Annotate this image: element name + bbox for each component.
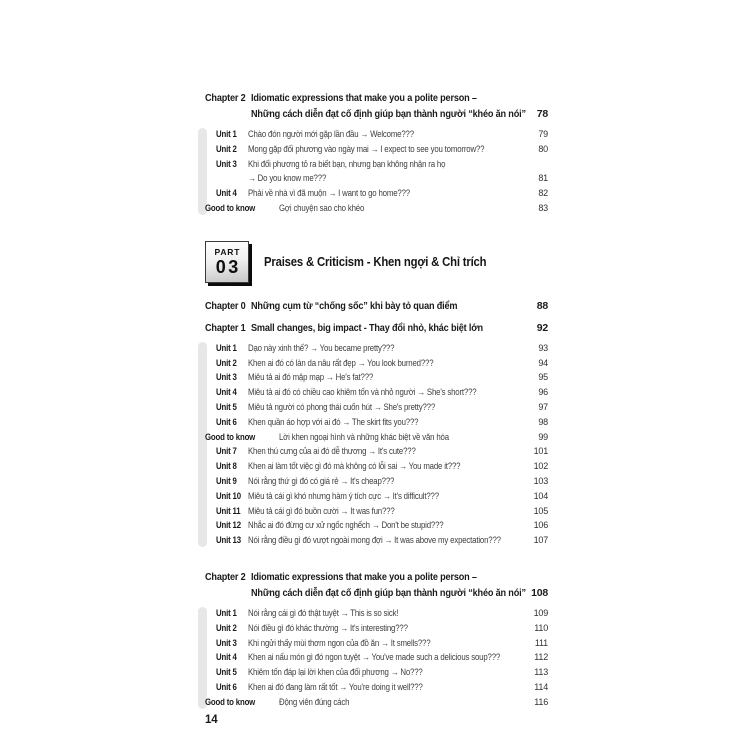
chapter-title-line [251, 585, 526, 601]
unit-text-line [248, 370, 526, 385]
unit-page-number: 81 [538, 173, 548, 184]
unit-page-number: 79 [538, 129, 548, 139]
chapter-block [205, 569, 548, 710]
chapter-label: Chapter 1 [205, 321, 246, 334]
unit-page-number: 116 [534, 696, 548, 707]
unit-label: Unit 1 [216, 607, 237, 618]
unit-text [248, 533, 526, 548]
unit-text [248, 385, 526, 400]
unit-label: Unit 4 [216, 652, 237, 663]
good-to-know-row [205, 201, 548, 216]
unit-text-line [248, 142, 526, 157]
unit-label: Unit 3 [216, 372, 237, 383]
chapter-title-line [251, 320, 522, 336]
unit-text [248, 665, 526, 680]
unit-page-number: 109 [533, 607, 548, 618]
unit-page-number: 104 [533, 490, 548, 501]
chapter-heading [205, 298, 548, 314]
unit-row [216, 415, 548, 430]
chapter-title-text: Small changes, big impact - Thay đổi nhỏ, khác biệt lớn [251, 321, 483, 334]
unit-text-content: Miêu tả cái gì đó buồn cười → It was fun??? [248, 505, 395, 516]
unit-row [216, 665, 548, 680]
unit-label: Unit 2 [216, 622, 237, 633]
unit-label: Unit 5 [216, 667, 237, 678]
unit-label: Unit 10 [216, 490, 241, 501]
chapter-title-text: Idiomatic expressions that make you a polite person – [251, 92, 477, 104]
unit-page-number: 111 [534, 637, 548, 648]
unit-text-line [248, 400, 526, 415]
chapter-heading [205, 569, 548, 601]
unit-text-content: Phải về nhà vì đã muộn → I want to go home??? [248, 188, 410, 199]
unit-rows [205, 606, 548, 710]
unit-label: Unit 7 [216, 446, 237, 457]
chapter-block [205, 90, 548, 216]
chapter-page-number: 78 [536, 108, 548, 120]
unit-text-line [248, 621, 526, 636]
unit-row [216, 474, 548, 489]
unit-label: Unit 11 [216, 505, 241, 516]
unit-text-line [248, 518, 526, 533]
unit-group [205, 606, 548, 710]
unit-row [216, 636, 548, 651]
unit-text-content: Nói rằng điều gì đó vượt ngoài mong đợi → It was above my expectation??? [248, 535, 501, 546]
chapter-title-line [251, 298, 522, 314]
toc-sections [205, 90, 548, 710]
unit-text [279, 430, 526, 445]
unit-row [216, 459, 548, 474]
unit-text [279, 695, 526, 710]
chapter-page-number: 88 [536, 299, 548, 312]
unit-text [248, 606, 526, 621]
unit-row [216, 489, 548, 504]
unit-page-number: 102 [533, 461, 548, 472]
unit-page-number: 113 [534, 667, 548, 678]
good-to-know-label: Good to know [205, 431, 256, 442]
unit-row [216, 127, 548, 142]
unit-label: Unit 2 [216, 357, 237, 368]
unit-row [216, 606, 548, 621]
chapter-title [251, 569, 548, 601]
unit-page-number: 106 [533, 520, 548, 531]
unit-text [248, 415, 526, 430]
unit-text [248, 157, 526, 187]
chapter-title-text: Idiomatic expressions that make you a polite person – [251, 570, 477, 583]
unit-label: Unit 13 [216, 535, 241, 546]
unit-text [248, 504, 526, 519]
unit-label: Unit 1 [216, 342, 237, 353]
part-title [264, 254, 520, 269]
unit-text-content: Chào đón người mới gặp lần đầu → Welcome??? [248, 129, 414, 139]
unit-page-number: 101 [533, 446, 548, 457]
unit-text-line [248, 606, 526, 621]
unit-text [248, 459, 526, 474]
unit-text-line [248, 385, 526, 400]
unit-row [216, 385, 548, 400]
unit-row [216, 533, 548, 548]
unit-text-line [248, 415, 526, 430]
unit-label: Unit 6 [216, 681, 237, 692]
good-to-know-row [205, 695, 548, 710]
unit-label: Unit 6 [216, 416, 237, 427]
unit-text-line [248, 680, 526, 695]
unit-text-content: Động viên đúng cách [278, 696, 349, 707]
unit-row [216, 186, 548, 201]
chapter-block [205, 298, 548, 314]
unit-text [248, 356, 526, 371]
unit-text [248, 636, 526, 651]
unit-text-line [248, 127, 526, 142]
unit-label: Unit 1 [216, 129, 237, 139]
unit-page-number: 94 [538, 357, 548, 368]
unit-text-content: Khi đối phương tỏ ra biết bạn, nhưng bạn không nhận ra họ [248, 158, 446, 169]
unit-row [216, 650, 548, 665]
unit-page-number: 80 [538, 143, 548, 154]
unit-page-number: 105 [533, 505, 548, 516]
unit-group [205, 341, 548, 548]
unit-text-content: Lời khen ngoại hình và những khác biệt về văn hóa [278, 431, 449, 442]
unit-text-content: Mong gặp đối phương vào ngày mai → I expect to see you tomorrow?? [248, 143, 485, 154]
toc-content [205, 90, 548, 710]
unit-page-number: 103 [533, 475, 548, 486]
chapter-page-number: 92 [536, 321, 548, 334]
chapter-title-text: Những cách diễn đạt cố định giúp bạn thành người “khéo ăn nói” [251, 586, 526, 599]
chapter-label: Chapter 0 [205, 299, 246, 312]
page-number: 14 [205, 714, 218, 726]
unit-row [216, 341, 548, 356]
unit-row [216, 157, 548, 187]
unit-rows [205, 341, 548, 548]
unit-text [248, 518, 526, 533]
unit-text-line [248, 489, 526, 504]
unit-text-content: Gợi chuyện sao cho khéo [278, 202, 364, 213]
unit-text-content: Khiêm tốn đáp lại lời khen của đối phương → No??? [248, 667, 423, 678]
unit-text [248, 370, 526, 385]
unit-text [248, 474, 526, 489]
chapter-title [251, 90, 548, 122]
part-badge-label: PART [214, 246, 241, 257]
unit-label: Unit 9 [216, 475, 237, 486]
unit-page-number: 95 [538, 372, 548, 383]
unit-page-number: 96 [538, 387, 548, 398]
unit-text-content: Dạo này xinh thế? → You became pretty??? [248, 342, 395, 353]
good-to-know-label: Good to know [205, 202, 256, 213]
unit-row [216, 621, 548, 636]
unit-label: Unit 12 [216, 520, 241, 531]
unit-text-line [248, 504, 526, 519]
unit-label: Unit 8 [216, 461, 237, 472]
unit-rows [205, 127, 548, 216]
chapter-title-line [251, 569, 522, 585]
unit-text [248, 650, 526, 665]
unit-page-number: 97 [538, 401, 548, 412]
unit-text-line [279, 201, 526, 216]
unit-page-number: 112 [534, 652, 548, 663]
chapter-label: Chapter 2 [205, 92, 246, 104]
unit-text-line [248, 444, 526, 459]
unit-label: Unit 4 [216, 188, 237, 199]
chapter-title-line [251, 106, 526, 122]
unit-row [216, 400, 548, 415]
unit-text-content: Nói điều gì đó khác thường → It's interesting??? [248, 622, 408, 633]
unit-row [216, 504, 548, 519]
chapter-block [205, 320, 548, 548]
unit-text-content: → Do you know me??? [248, 173, 327, 184]
unit-text-line [248, 356, 526, 371]
unit-text-content: Miêu tả cái gì khó nhưng hàm ý tích cực → It's difficult??? [248, 490, 439, 501]
unit-text [248, 680, 526, 695]
part-title-text: Praises & Criticism - Khen ngợi & Chỉ trích [264, 254, 487, 270]
unit-page-number: 114 [534, 681, 548, 692]
unit-text-content: Khi ngửi thấy mùi thơm ngon của đồ ăn → It smells??? [248, 637, 431, 648]
unit-text-line [279, 695, 526, 710]
unit-text-content: Khen ai đó đang làm rất tốt → You're doing it well??? [248, 681, 423, 692]
unit-text-line [248, 171, 526, 186]
chapter-heading [205, 320, 548, 336]
unit-text [248, 127, 526, 142]
good-to-know-label: Good to know [205, 696, 256, 707]
unit-label: Unit 3 [216, 637, 237, 648]
unit-row [216, 370, 548, 385]
part-divider [205, 238, 548, 286]
unit-text [248, 341, 526, 356]
unit-row [216, 518, 548, 533]
unit-text-content: Khen ai làm tốt việc gì đó mà không có lỗi sai → You made it??? [248, 461, 461, 472]
unit-text-content: Miêu tả ai đó có chiều cao khiêm tốn và nhỏ người → She's short??? [248, 387, 477, 398]
unit-text-content: Nhắc ai đó đừng cư xử ngốc nghếch → Don't be stupid??? [248, 520, 444, 531]
unit-text-line [248, 341, 526, 356]
unit-text [279, 201, 526, 216]
unit-text-line [248, 186, 526, 201]
unit-page-number: 83 [538, 202, 548, 213]
unit-page-number: 99 [538, 431, 548, 442]
unit-label: Unit 4 [216, 387, 237, 398]
chapter-page-number: 108 [531, 586, 548, 599]
unit-text-line [248, 533, 526, 548]
unit-page-number: 98 [538, 416, 548, 427]
unit-page-number: 107 [533, 535, 548, 546]
unit-text [248, 400, 526, 415]
unit-page-number: 82 [538, 188, 548, 199]
unit-page-number: 110 [534, 622, 548, 633]
unit-text-line [248, 474, 526, 489]
unit-row [216, 356, 548, 371]
unit-text-content: Khen ai nấu món gì đó ngon tuyệt → You've made such a delicious soup??? [248, 652, 501, 663]
unit-text-content: Nói rằng cái gì đó thật tuyệt → This is so sick! [248, 607, 399, 618]
unit-row [216, 444, 548, 459]
good-to-know-row [205, 430, 548, 445]
chapter-title-text: Những cách diễn đạt cố định giúp bạn thành người “khéo ăn nói” [251, 108, 526, 120]
unit-label: Unit 2 [216, 143, 237, 154]
unit-label: Unit 3 [216, 158, 237, 169]
unit-text [248, 444, 526, 459]
unit-text-line [279, 430, 526, 445]
chapter-heading [205, 90, 548, 122]
unit-text-content: Miêu tả người có phong thái cuốn hút → She's pretty??? [248, 401, 436, 412]
unit-row [216, 680, 548, 695]
unit-text-line [248, 157, 526, 172]
part-badge [205, 241, 249, 283]
chapter-title [251, 298, 548, 314]
unit-text-content: Miêu tả ai đó mập mạp → He's fat??? [248, 372, 374, 383]
unit-text [248, 489, 526, 504]
chapter-title-line [251, 90, 522, 106]
chapter-label: Chapter 2 [205, 570, 246, 583]
unit-text-line [248, 650, 526, 665]
unit-text-line [248, 665, 526, 680]
unit-text-content: Khen ai đó có làn da nâu rất đẹp → You look burned??? [248, 357, 434, 368]
unit-text-content: Nói rằng thứ gì đó có giá rẻ → It's cheap??? [248, 475, 395, 486]
unit-text-content: Khen thú cưng của ai đó dễ thương → It's cute??? [248, 446, 416, 457]
unit-text [248, 142, 526, 157]
unit-group [205, 127, 548, 216]
unit-text [248, 186, 526, 201]
chapter-title [251, 320, 548, 336]
part-badge-number: 03 [215, 257, 241, 278]
unit-page-number: 93 [538, 342, 548, 353]
unit-text [248, 621, 526, 636]
chapter-title-text: Những cụm từ “chống sốc” khi bày tỏ quan điểm [251, 299, 458, 312]
unit-label: Unit 5 [216, 401, 237, 412]
unit-text-line [248, 636, 526, 651]
unit-text-line [248, 459, 526, 474]
unit-text-content: Khen quần áo hợp với ai đó → The skirt fits you??? [248, 416, 419, 427]
unit-row [216, 142, 548, 157]
